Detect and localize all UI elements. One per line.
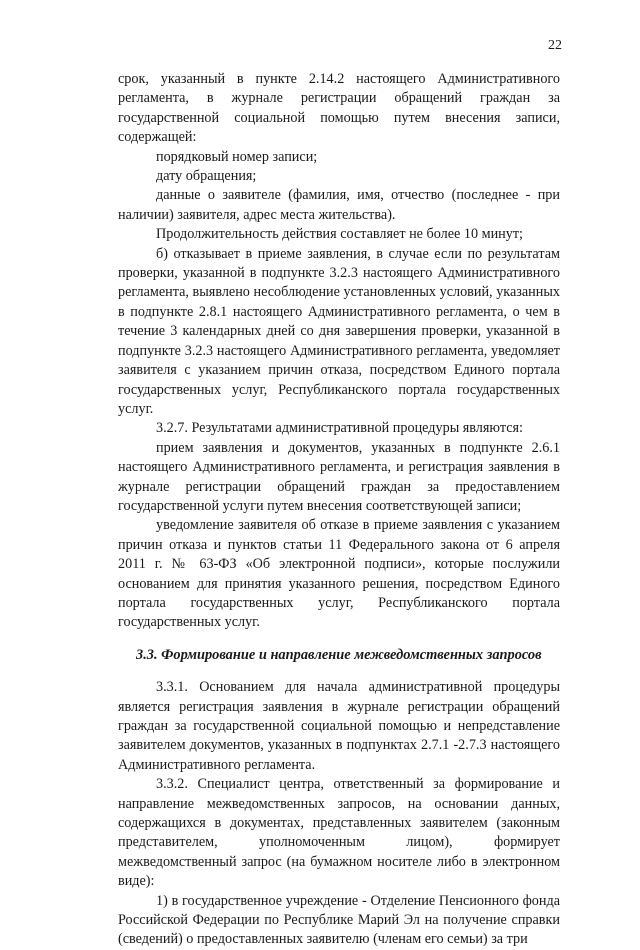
paragraph: 3.2.7. Результатами административной процедуры являются: [156,420,523,437]
paragraph: Продолжительность действия составляет не более 10 минут; [156,226,523,243]
list-item: порядковый номер записи; [156,148,318,165]
paragraph: данные о заявителе (фамилия, имя, отчество (последнее - при наличии) заявителя, адрес места жительства). [118,187,560,223]
paragraph: 3.3.1. Основанием для начала административной процедуры является регистрация заявления в журнале регистрации обращений граждан за государственной социальной помощью и непредставление заявителем документов, указанных в подпунктах 2.7.1 -2.7.3 настоящего Административного регламента. [118,679,560,773]
page-number: 22 [548,38,562,53]
paragraph: срок, указанный в пункте 2.14.2 настоящего Административного регламента, в журнале регистрации обращений граждан за государственной социальной помощью путем внесения записи, содержащей: [118,71,560,146]
section-heading: 3.3. Формирование и направление межведомственных запросов [136,646,542,663]
paragraph: б) отказывает в приеме заявления, в случае если по результатам проверки, указанной в подпункте 3.2.3 настоящего Административного регламента, выявлено несоблюдение установленных условий, указанных в подпункте 2.8.1 настоящего Административного регламента, о чем в течение 3 календарных дней со дня завершения проверки, указанной в подпункте 3.2.3 настоящего Административного регламента, уведомляет заявителя с указанием причин отказа, посредством Единого портала государственных услуг, Республиканского портала государственных услуг. [118,245,560,417]
paragraph: 3.3.2. Специалист центра, ответственный за формирование и направление межведомственных запросов, на основании данных, содержащихся в документах, представленных заявителем (законным представителем, уполномоченным лицом), формирует межведомственный запрос (на бумажном носителе либо в электронном виде): [118,776,560,890]
paragraph: 1) в государственное учреждение - Отделение Пенсионного фонда Российской Федерации по Республике Марий Эл на получение справки (сведений) о предоставленных заявителю (членам его семьи) за три [118,892,560,948]
list-item: дату обращения; [156,168,257,185]
paragraph: прием заявления и документов, указанных в подпункте 2.6.1 настоящего Административного регламента, и регистрация заявления в журнале регистрации обращений граждан за предоставлением государственной услуги путем внесения соответствующей записи; [118,439,560,514]
document-body [118,70,560,950]
paragraph: уведомление заявителя об отказе в приеме заявления с указанием причин отказа и пунктов статьи 11 Федерального закона от 6 апреля 2011 г. № 63-ФЗ «Об электронной подписи», которые послужили основанием для принятия указанного решения, посредством Единого портала государственных услуг, Республиканского портала государственных услуг. [118,517,560,631]
